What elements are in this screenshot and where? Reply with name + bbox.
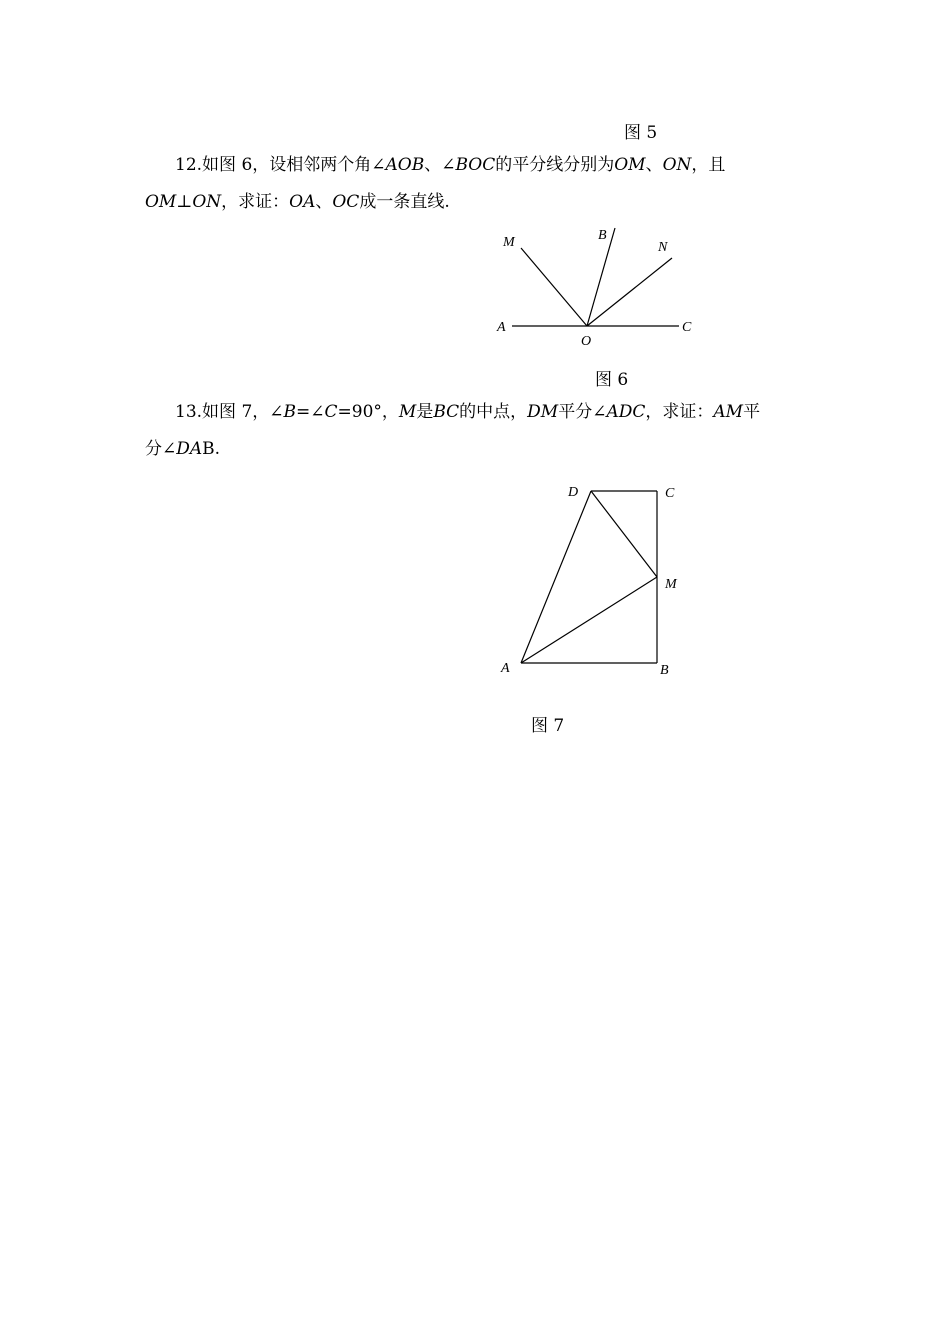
ray-on: ON bbox=[662, 155, 692, 175]
point-b: B bbox=[283, 402, 296, 422]
text: ，求证： bbox=[645, 402, 714, 422]
text: 、∠ bbox=[424, 155, 456, 175]
point-m: M bbox=[398, 402, 417, 422]
text: B. bbox=[202, 439, 221, 459]
text: ，且 bbox=[691, 155, 726, 175]
label-a: A bbox=[501, 661, 510, 676]
figure-6-caption: 图 6 bbox=[595, 370, 629, 390]
angle-adc: ADC bbox=[606, 402, 646, 422]
label-b: B bbox=[660, 663, 669, 678]
label-c: C bbox=[665, 486, 675, 501]
text: 成一条直线. bbox=[359, 192, 450, 212]
label-o: O bbox=[581, 334, 592, 349]
text: 12.如图 6，设相邻两个角∠ bbox=[175, 155, 386, 175]
point-c: C bbox=[324, 402, 338, 422]
segment-dm: DM bbox=[527, 402, 559, 422]
text: 平分∠ bbox=[558, 402, 607, 422]
angle-boc: BOC bbox=[455, 155, 496, 175]
angle-da: DA bbox=[176, 439, 203, 459]
segment-am: AM bbox=[713, 402, 744, 422]
text: 、 bbox=[645, 155, 663, 175]
segment-ad bbox=[521, 491, 591, 663]
figure-7-caption: 图 7 bbox=[531, 716, 565, 736]
text: 的平分线分别为 bbox=[495, 155, 615, 175]
ray-oa: OA bbox=[289, 192, 316, 212]
label-d: D bbox=[568, 485, 579, 500]
ray-oc: OC bbox=[332, 192, 360, 212]
label-n: N bbox=[658, 240, 668, 255]
text: 、 bbox=[315, 192, 333, 212]
text: ，求证： bbox=[221, 192, 290, 212]
label-m: M bbox=[665, 577, 677, 592]
perpendicular-symbol: ⊥ bbox=[176, 192, 193, 212]
text: 的中点， bbox=[459, 402, 528, 422]
label-m: M bbox=[503, 235, 515, 250]
text: 13.如图 7，∠ bbox=[175, 402, 284, 422]
text: =90°， bbox=[337, 402, 399, 422]
text: 是 bbox=[416, 402, 434, 422]
ray-on: ON bbox=[192, 192, 222, 212]
label-c: C bbox=[682, 320, 692, 335]
segment-am bbox=[521, 577, 657, 663]
angle-aob: AOB bbox=[385, 155, 425, 175]
label-a: A bbox=[497, 320, 506, 335]
figure-5-caption: 图 5 bbox=[624, 123, 658, 143]
ray-om: OM bbox=[614, 155, 646, 175]
segment-dm bbox=[591, 491, 657, 577]
label-b: B bbox=[598, 228, 607, 243]
text: =∠ bbox=[296, 402, 325, 422]
text: 平 bbox=[743, 402, 761, 422]
ray-om: OM bbox=[145, 192, 177, 212]
text: 分∠ bbox=[145, 439, 177, 459]
segment-bc: BC bbox=[433, 402, 460, 422]
